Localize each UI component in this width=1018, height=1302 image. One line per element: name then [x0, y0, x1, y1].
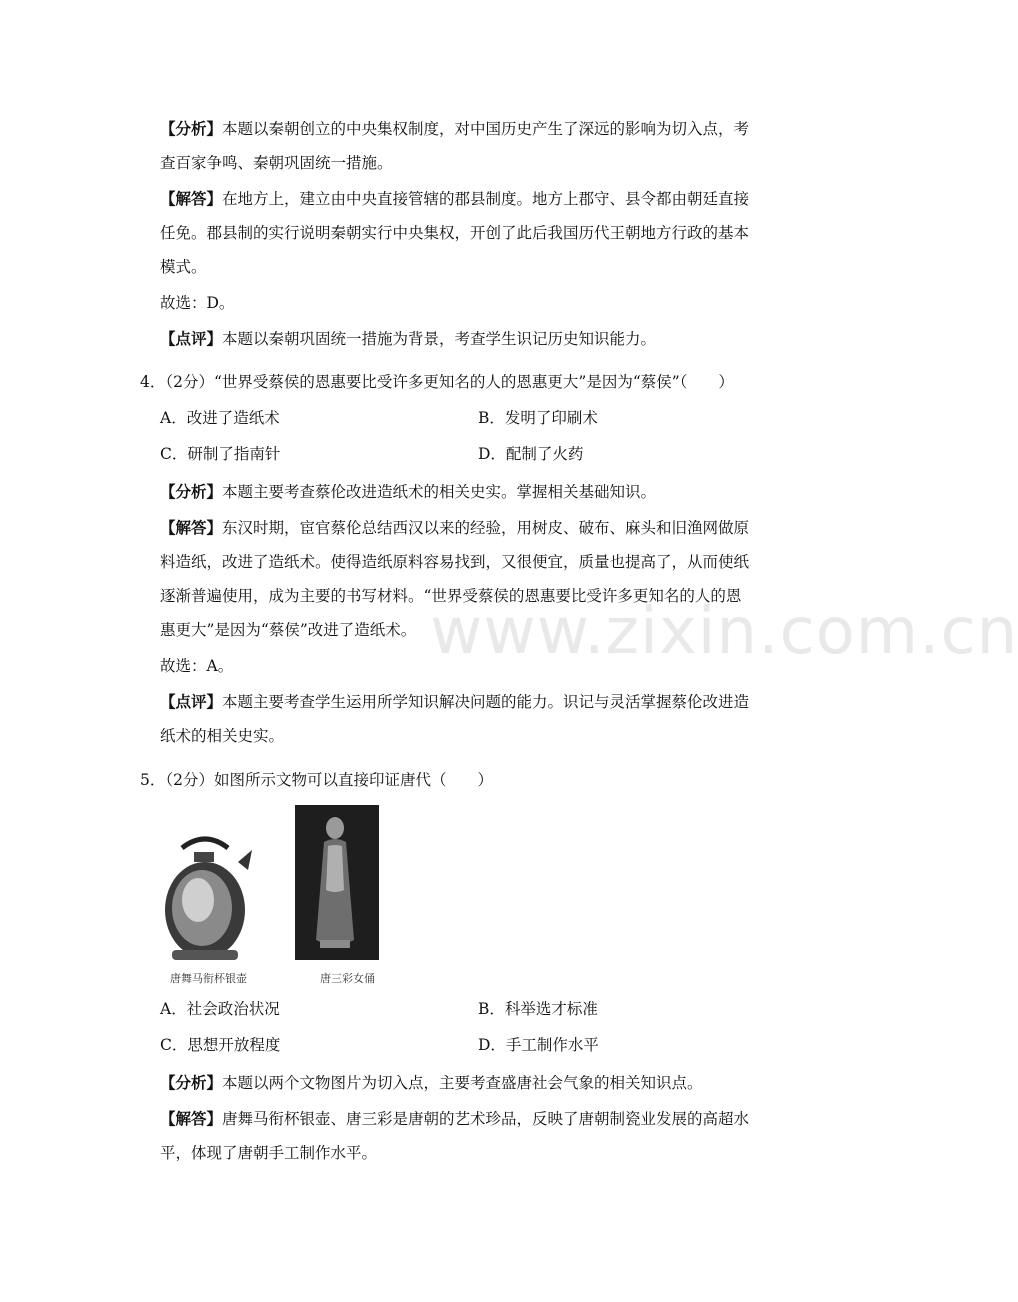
- q4-analysis: 【分析】本题主要考查蔡伦改进造纸术的相关史实。掌握相关基础知识。: [160, 482, 657, 501]
- q4-option-b: B．发明了印刷术: [478, 409, 598, 427]
- q4-option-a: A．改进了造纸术: [160, 409, 280, 427]
- artifact-figure: [160, 800, 390, 990]
- q5-stem: 5．（2分）如图所示文物可以直接印证唐代（ ）: [140, 771, 493, 789]
- q3-explanation: 【分析】本题以秦朝创立的中央集权制度，对中国历史产生了深远的影响为切入点，考 查百家争鸣、秦朝巩固统一措施。 【解答】在地方上，建立由中央直接管辖的郡县制度。地方上郡守、县令都由朝廷直接 任免。郡县制的实行说明秦朝实行中央集权，开创了此后我国历代王朝地方行政的基本 模式。 故选：D。 【点评】本题以秦朝巩固统一措施为背景，考查学生识记历史知识能力。: [160, 112, 782, 356]
- silver-pot-image: [165, 839, 252, 960]
- q3-comment: 【点评】本题以秦朝巩固统一措施为背景，考查学生识记历史知识能力。: [160, 329, 657, 348]
- q4-options: [160, 401, 782, 473]
- artifact-images: [160, 800, 390, 990]
- q4-comment: 【点评】本题主要考查学生运用所学知识解决问题的能力。识记与灵活掌握蔡伦改进造: [160, 692, 750, 711]
- q5-answer: 【解答】唐舞马衔杯银壶、唐三彩是唐朝的艺术珍品，反映了唐朝制瓷业发展的高超水: [160, 1109, 750, 1128]
- q4-option-d: D．配制了火药: [478, 445, 584, 463]
- caption-silver-pot: 唐舞马衔杯银壶: [170, 972, 247, 985]
- q3-analysis: 【分析】本题以秦朝创立的中央集权制度，对中国历史产生了深远的影响为切入点，考: [160, 119, 750, 138]
- q5-option-a: A．社会政治状况: [160, 1000, 280, 1018]
- q3-choice: 故选：D。: [160, 294, 235, 312]
- q4-option-c: C．研制了指南针: [160, 445, 281, 463]
- tricolor-figurine-image: [295, 805, 379, 960]
- caption-figurine: 唐三彩女俑: [320, 972, 375, 985]
- watermark: www.zixin.com.cn: [430, 595, 1018, 669]
- q4-answer: 【解答】东汉时期，宦官蔡伦总结西汉以来的经验，用树皮、破布、麻头和旧渔网做原: [160, 518, 750, 537]
- q3-answer: 【解答】在地方上，建立由中央直接管辖的郡县制度。地方上郡守、县令都由朝廷直接: [160, 189, 750, 208]
- q5-explanation: 【分析】本题以两个文物图片为切入点，主要考查盛唐社会气象的相关知识点。 【解答】唐舞马衔杯银壶、唐三彩是唐朝的艺术珍品，反映了唐朝制瓷业发展的高超水 平，体现了唐朝手工制作水平。: [160, 1066, 782, 1170]
- q4-choice: 故选：A。: [160, 657, 234, 675]
- q5-analysis: 【分析】本题以两个文物图片为切入点，主要考查盛唐社会气象的相关知识点。: [160, 1073, 703, 1092]
- q5-option-d: D．手工制作水平: [478, 1036, 599, 1054]
- q4-explanation: 【分析】本题主要考查蔡伦改进造纸术的相关史实。掌握相关基础知识。 【解答】东汉时期，宦官蔡伦总结西汉以来的经验，用树皮、破布、麻头和旧渔网做原 料造纸，改进了造纸术。使得造纸原料容易找到，又很便宜，质量也提高了，从而使纸 逐渐普遍使用，成为主要的书写材料。“世界受蔡侯的恩惠要比受许多更知名的人的恩 惠更大”是因为“蔡侯”改进了造纸术。 故选：A。 【点评】本题主要考查学生运用所学知识解决问题的能力。识记与灵活掌握蔡伦改进造 纸术的相关史实。: [160, 475, 782, 753]
- q4-stem: 4．（2分）“世界受蔡侯的恩惠要比受许多更知名的人的恩惠更大”是因为“蔡侯”（ ）: [140, 373, 734, 391]
- q5-option-b: B．科举选才标准: [478, 1000, 598, 1018]
- q5-options: [160, 992, 782, 1064]
- q5-option-c: C．思想开放程度: [160, 1036, 281, 1054]
